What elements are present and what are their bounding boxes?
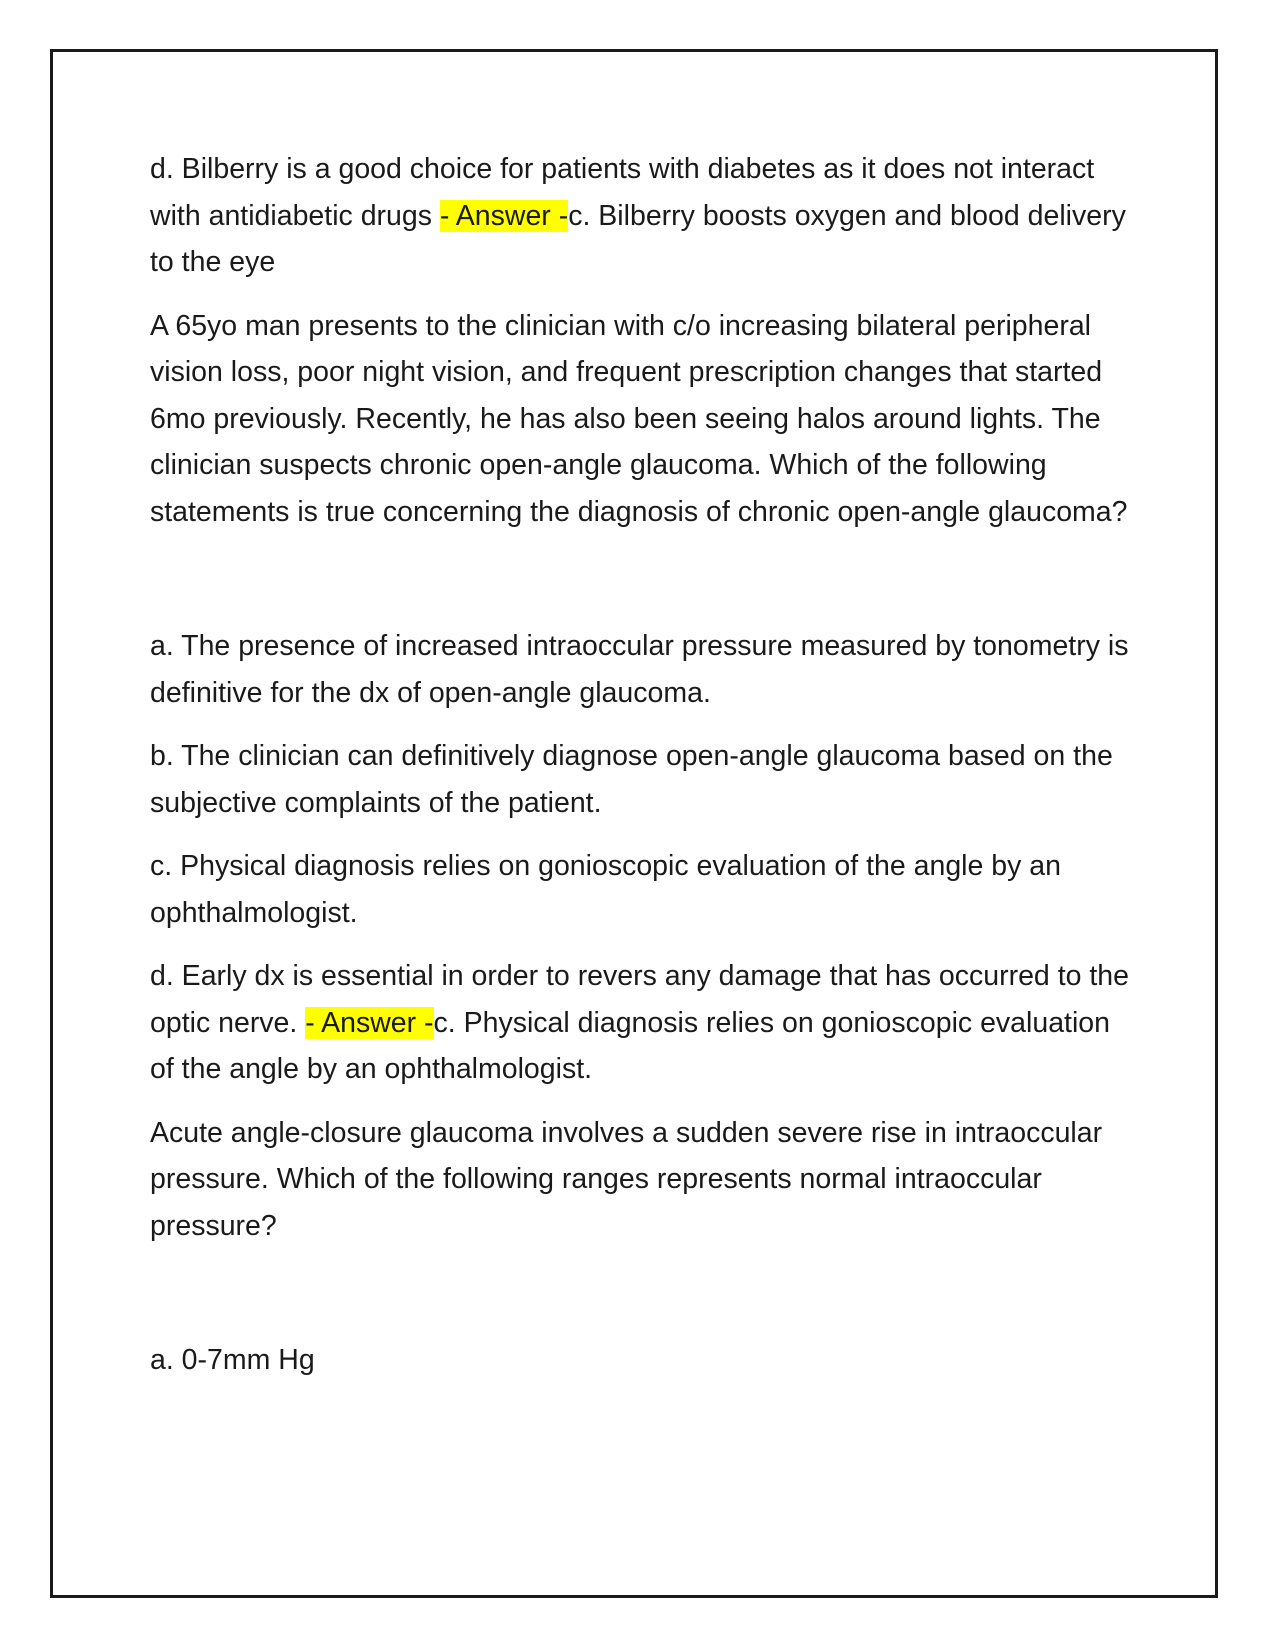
iop-option-a: a. 0-7mm Hg [150,1344,315,1376]
option-text: d. Early dx is essential in order to revers any damage that has occurred to the optic nerve. [150,960,1130,1039]
glaucoma-option-d-answer [150,953,1130,1093]
option-text: d. Bilberry is a good choice for patients with diabetes as it does not interact with antidiabetic drugs [150,153,1095,232]
bilberry-option-d-answer [150,146,1130,286]
answer-highlight: - Answer - [439,199,569,232]
iop-question: Acute angle-closure glaucoma involves a sudden severe rise in intraoccular pressure. Which of the following ranges represents normal intraoccular pressure? [150,1116,1103,1242]
glaucoma-question: A 65yo man presents to the clinician with c/o increasing bilateral peripheral vision loss, poor night vision, and frequent prescription changes that started 6mo previously. Recently, he has also been seeing halos around lights. The clinician suspects chronic open-angle glaucoma. Which of the following statements is true concerning the diagnosis of chronic open-angle glaucoma? [150,309,1128,528]
answer-text: c. Physical diagnosis relies on gonioscopic evaluation of the angle by an ophthalmologist. [150,1006,1111,1085]
document-body [150,146,1130,1401]
answer-highlight: - Answer - [305,1006,434,1039]
glaucoma-option-c: c. Physical diagnosis relies on gonioscopic evaluation of the angle by an ophthalmologist. [150,850,1061,929]
glaucoma-option-a: a. The presence of increased intraoccular pressure measured by tonometry is definitive for the dx of open-angle glaucoma. [150,630,1129,709]
answer-text: c. Bilberry boosts oxygen and blood delivery to the eye [150,199,1126,278]
glaucoma-option-b: b. The clinician can definitively diagnose open-angle glaucoma based on the subjective complaints of the patient. [150,740,1113,819]
